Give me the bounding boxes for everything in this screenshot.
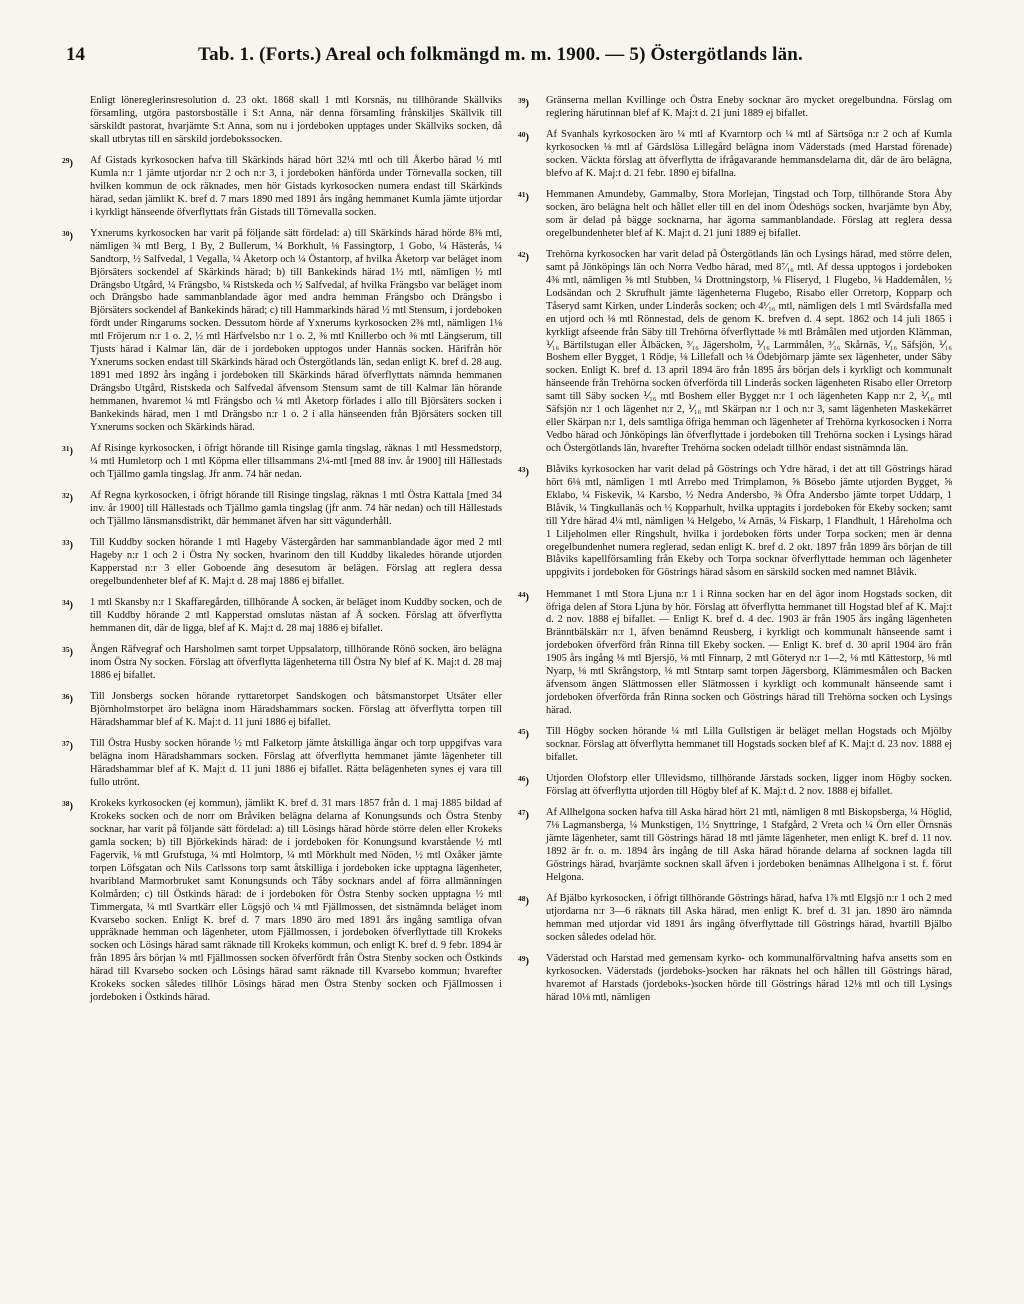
footnote-text: Till Jonsbergs socken hörande ryttaretorpet Sandskogen och båtsmanstorpet Utsäter eller Björnholmstorpet äro belägna inom Häradshammars socken. Förslag att öfverflytta torpen till Häradshammar blef af K. Maj:t d. 11 juni 1886 ej bifallet.: [90, 691, 502, 729]
footnote: [62, 798, 502, 1005]
footnote-marker: $^{38}$): [62, 799, 73, 813]
footnote: [518, 464, 952, 580]
footnote: [518, 953, 952, 1005]
footnote: [518, 893, 952, 945]
page-number: 14: [66, 44, 85, 65]
footnote-text: Af Risinge kyrkosocken, i öfrigt hörande till Risinge gamla tingslag, räknas 1 mtl Hessmedstorp, ¼ mtl Humletorp och 1 mtl Köpma eller tillsammans 2¼-mtl [med 88 inv. år 1900] till Hällestads och Tjällmo gamla tingslag. Jfr anm. 74 här nedan.: [90, 442, 502, 480]
footnote: [518, 773, 952, 799]
footnote-text: Yxnerums kyrkosocken har varit på följande sätt fördelad: a) till Skärkinds härad hörde 8⅜ mtl, nämligen ¾ mtl Berg, 1 By, 2 Bullerum, ¼ Borkhult, ⅛ Fassingtorp, 1 Gobo, ¼ Hästerås, ¼ Sandtorp, ½ Salfvedal, 1 Vegalla, ¼ Åketorp och ¼ Östantorp, af hvilka Åketorp var beläget inom Björsäters sockendel af Skärkinds härad; b) till Bankekinds härad 1½ mtl, nämligen ½ mtl Drängsbo Utgård, ¼ Frängsbo, ¼ Ristskeda och ½ Salfvedal, af hvilka Frängsbo var beläget inom och Drängsbo hade sammanblandade ägor med andra hemman Frängsbo och Drängsbo i Björsäters sockendel af Bankekinds härad; c) till Hammarkinds härad ½ mtl Stensum, i jordeboken fördt under Ringarums socken. Dessutom hörde af Yxnerums kyrkosocken 2⅜ mtl, nämligen 1⅛ mtl Fröjerum n:r 1 o. 2, ½ mtl Härfvelsbo n:r 1 o. 2, ⅜ mtl Knillerbo och ⅜ mtl Längserum, till Tjusts härad i Kalmar län, där de i jordeboken upptogos under Hannäs socken. Härifrån hör Yxnerums socken endast till Skärkinds härad och Östergötlands län, sedan enligt K. bref d. 28 aug. 1891 med 1892 års ingång i jordeboken till Skärkinds härad öfverflyttats nämnda hemmanen Drängsbo Utgård, Ristskeda och Salfvedal äfvensom Stensum samt de till Kalmar län hörande hemmanen, hvaremot ¼ mtl Frängsbo och ¼ mtl Åketorp förlades i allo till Björsäters socken i Bankekinds härad, men 1 mtl Drängsbo n:r 1 o. 2 i alla hänseenden från Björsäters socken till Yxnerums socken och Skärkinds härad.: [90, 227, 502, 433]
footnote: [518, 95, 952, 121]
footnote-marker: $^{29}$): [62, 156, 73, 170]
footnote-marker: $^{44}$): [518, 589, 529, 603]
footnote: [518, 249, 952, 456]
page-header: [66, 40, 966, 68]
footnote-marker: $^{45}$): [518, 727, 529, 741]
footnote-text: Till Högby socken hörande ¼ mtl Lilla Gullstigen är beläget mellan Hogstads och Mjölby socknar. Förslag att öfverflytta hemmanet till Hogstads socken blef af K. Maj:t d. 23 nov. 1888 ej bifallet.: [546, 726, 952, 763]
footnote-text: 1 mtl Skansby n:r 1 Skaffaregården, tillhörande Å socken, är beläget inom Kuddby socken, och de till Kuddby hörande 2 mtl Kapperstad omslutas nästan af Å socken. Förslag att öfverflytta hemmanen dit, där de ligga, blef af K. Maj:t d. 28 maj 1886 ej bifallet.: [90, 597, 502, 634]
footnote-text: Hemmanen Amundeby, Gammalby, Stora Morlejan, Tingstad och Torp, tillhörande Stora Åby socken, äro belägna helt och hållet eller till en del inom Ödeshögs socken, hvarjämte byn Åby, som är delad på bägge socknarna, har ägorna sammanblandade. Förslag att reglera dessa oregelbundenheter blef af K. Maj:t d. 21 juni 1889 ej bifallet.: [546, 189, 952, 239]
footnote-marker: $^{48}$): [518, 894, 529, 908]
footnote-marker: $^{40}$): [518, 130, 529, 144]
footnote: [518, 589, 952, 718]
page-title: Tab. 1. (Forts.) Areal och folkmängd m. m. 1900. — 5) Östergötlands län.: [198, 44, 803, 65]
footnote-text: Till Kuddby socken hörande 1 mtl Hageby Västergården har sammanblandade ägor med 2 mtl Hageby n:r 1 och 2 i Östra Ny socken, hvarinom den till Kuddby likaledes hörande utjorden Kapperstad n:r 3 eller Goboende äng desesutom är belägen. Förslag att reglera dessa oregelbundenheter blef af K. Maj:t d. 28 maj 1886 ej bifallet.: [90, 537, 502, 587]
footnote-text: Hemmanet 1 mtl Stora Ljuna n:r 1 i Rinna socken har en del ägor inom Hogstads socken, dit öfriga delen af Stora Ljuna by hör. Förslag att öfverflytta hemmanet till Hogstad blef af K. Maj:t d. 2 nov. 1888 ej bifallet. — Enligt K. bref d. 4 dec. 1903 är från 1905 års ingång lägenheten Bränntbälskärr n:r 1, äfven benämnd Reusberg, i kyrkligt och kommunalt hänseende samt i jordeboken öfverförd från Rinna till Ekeby socken. — Enligt K. bref d. 30 april 1904 äro från 1905 års ingång ⅛ mtl Bjersjö, ⅛ mtl Finnarp, 2 mtl Göteryd n:r 1—2, ⅛ mtl Kättestorp, ⅛ mtl Nyarp, ⅛ mtl Skrångstorp, ⅛ mtl Stntarp samt torpen Jägersborg, Klämmesmålen och Backen äfvensom ängen Slättmossen eller Slätmossen i kyrkligt och kommunalt hänseende samt i jordeboken öfverförda från Rinna socken och Göstrings härad till Trehörna socken och Lysings härad.: [546, 588, 952, 716]
footnote: [518, 129, 952, 181]
footnote-marker: $^{32}$): [62, 490, 73, 504]
footnote: [518, 807, 952, 884]
footnote-text: Af Gistads kyrkosocken hafva till Skärkinds härad hört 32¼ mtl och till Åkerbo härad ½ mtl Kumla n:r 1 jämte utjordar n:r 2 och n:r 3, i jordeboken hänförda under Törnevalla socken, till hvilken kommun de ock räknades, men hör Gistads kyrkosocken numera endast till Skärkinds härad, sedan jämlikt K. bref d. 7 mars 1890 med 1891 års ingång hemmanet Kumla jämte utjordar i kyrkligt hänseende öfverflyttats från Gistads till Törnevalla socken.: [90, 155, 502, 218]
footnote-text: Utjorden Olofstorp eller Ullevidsmo, tillhörande Järstads socken, ligger inom Högby socken. Förslag att öfverflytta utjorden till Högby blef af K. Maj:t d. 2 nov. 1888 ej bifallet.: [546, 773, 952, 798]
footnote-marker: $^{49}$): [518, 954, 529, 968]
footnote-marker: $^{31}$): [62, 443, 73, 457]
right-column: [518, 95, 952, 1013]
footnote-marker: $^{37}$): [62, 739, 73, 753]
footnote-text: Till Östra Husby socken hörande ½ mtl Falketorp jämte åtskilliga ängar och torp uppgifvas vara belägna inom Häradshammars socken. Förslag att öfverflytta hemmanet jämte lägenheter till Häradshammar blef af K. Maj:t d. 11 juni 1886 ej bifallet. Rätta belägenheten synes ej vara till fullo utrönt.: [90, 738, 502, 789]
footnote-marker: $^{47}$): [518, 808, 529, 822]
footnote: [62, 95, 502, 147]
footnote-marker: $^{33}$): [62, 538, 73, 552]
left-column: [62, 95, 502, 1013]
footnote-text: Af Regna kyrkosocken, i öfrigt hörande till Risinge tingslag, räknas 1 mtl Östra Kattala [med 34 inv. år 1900] till Hällestads och Tjällmo gamla tingslag (jfr anm. 74 här nedan) och till Hällestads och Tjällmo länsmansdistrikt, där hemmanet äfven har sitt vägunderhåll.: [90, 489, 502, 527]
footnote: [62, 490, 502, 529]
footnote-marker: $^{41}$): [518, 190, 529, 204]
footnote-text: Af Bjälbo kyrkosocken, i öfrigt tillhörande Göstrings härad, hafva 1⅞ mtl Elgsjö n:r 1 och 2 med utjordarna n:r 3—6 räknats till Aska härad, men enligt K. bref d. 31 jan. 1890 äro nämnda hemman med utjordar vid 1891 års ingång öfverflyttade till Göstrings härad, hvartill Bjälbo socken således odelad hör.: [546, 893, 952, 943]
footnote: [62, 443, 502, 482]
footnote: [62, 597, 502, 636]
footnote-marker: $^{35}$): [62, 645, 73, 659]
footnote-marker: $^{46}$): [518, 774, 529, 788]
footnote: [62, 738, 502, 790]
footnote: [62, 537, 502, 589]
footnote: [62, 644, 502, 683]
footnote-text: Väderstad och Harstad med gemensam kyrko- och kommunalförvaltning hafva ansetts som en kyrkosocken. Väderstads (jordeboks-)socken har räknats hel och hållen till Göstrings härad, hvaremot af Harstads (jordeboks-)socken hörde till Göstrings härad 12⅛ mtl och till Lysings härad 10⅛ mtl, nämligen: [546, 953, 952, 1003]
footnote: [62, 228, 502, 435]
footnote-marker: $^{39}$): [518, 96, 529, 109]
footnote-text: Blåviks kyrkosocken har varit delad på Göstrings och Ydre härad, i det att till Göstrings härad hört 6⅛ mtl, nämligen 1 mtl Arrebo med Trimplamon, ⅝ Bösebo jämte utjorden Bygget, ⅝ Eklabo, ¼ Fiskevik, ¼ Karsbo, ½ Nedra Andersbo, ⅜ Öfra Andersbo jämte torpet Uddarp, 1 Blåvik, ¼ Tingkullanäs och ½ Kopparhult, hvilka upptagits i jordeboken för Ekeby socken; samt till Ydre härad 4¼ mtl, nämligen ¼ Helgebo, ¼ Arnäs, ¼ Fiskarp, 1 Flandhult, 1 Håreholma och 1 Liljeholmen eller Ringshult, hvilka i jordeboken förts under Torpa socken; men är denna oregelbundenhet numera reglerad, sedan enligt K. bref d. 2 okt. 1897 från 1899 års början de till Blåviks kapellförsamling från Ekeby och Torpa socknar öfverflyttade hemman och lägenheter uppgivits i jordeboken för Göstrings härad såsom en särskild socken med namnet Blåvik.: [546, 464, 952, 579]
footnote-text: Ängen Räfvegraf och Harsholmen samt torpet Uppsalatorp, tillhörande Rönö socken, äro belägna inom Östra Ny socken. Förslag att öfverflytta lägenheterna till Östra Ny blef af K. Maj:t d. 28 maj 1886 ej bifallet.: [90, 644, 502, 681]
footnote: [62, 155, 502, 220]
footnote-text: Gränserna mellan Kvillinge och Östra Eneby socknar äro mycket oregelbundna. Förslag om reglering härutinnan blef af K. Maj:t d. 21 juni 1889 ej bifallet.: [546, 95, 952, 119]
footnote: [62, 691, 502, 730]
footnote-marker: $^{42}$): [518, 250, 529, 264]
footnote-text: Krokeks kyrkosocken (ej kommun), jämlikt K. bref d. 31 mars 1857 från d. 1 maj 1885 bildad af Krokeks socken och de norr om Bråviken belägna delarna af Konungsunds och Östra Stenby socknar, har varit på följande sätt fördelad: a) till Lösings härad hörde större delen eller Krokeks gamla socken; b) till Björkekinds härad: de i jordeboken för Konungsund kvarstående ½ mtl Fagervik, ⅛ mtl Grufstuga, ¼ mtl Holmtorp, ¼ mtl Mörkhult med Nöden, ½ mtl Oxåker jämte torpen Löfsgatan och Nils Carlssons torp samt åtskilliga i jordeboken icke upptagna lägenheter, hvaribland Marmorbruket samt Konungsunds och Tåby socknars andel af förra allmänningen Kolmården; c) till Östkinds härad: de i jordeboken för Östra Stenby socken upptagna ½ mtl Timmergata, ¼ mtl Svartkärr eller Lögsjö och ¼ mtl Fjällmossen, det sistnämnda beläget inom Kvarsebo socken. Enligt K. bref d. 7 mars 1890 äro med 1891 års ingång samtliga ofvan uppräknade hemman och lägenheter, utom Fjällmossen, i jordeboken öfverflyttade till Krokeks socken och Lösings härad samt räknade till Krokeks kommun, och enligt K. bref d. 9 febr. 1894 är från 1895 års början ¼ mtl Fjällmossen socken öfverfördt från Östra Stenby socken och Östkinds härad till Kvarsebo socken och Lösings härad samt räknade till Kvarsebo kommun; hvarefter Krokeks socken således tillhör Lösings härad men Östra Stenby socken och Fjällmossen i jordeboken i Östkinds härad.: [90, 798, 502, 1003]
footnote-marker: $^{36}$): [62, 692, 73, 706]
footnote-marker: $^{34}$): [62, 598, 73, 612]
footnote-text: Trehörna kyrkosocken har varit delad på Östergötlands län och Lysings härad, med större delen, samt på Jönköpings län och Norra Vedbo härad, med 8⁷⁄₁₆ mtl. Af dessa upptogos i jordeboken 4⅜ mtl, nämligen ⅝ mtl Stubben, ¼ Drottningstorp, ⅛ Fliseryd, 1 Flugebo, ⅛ Haddemålen, ½ Lodsändan och 2 Skrufhult jämte lägenheterna Flugebo, Risabo eller Orretorp, Kopparp och Tåseryd samt Kirken, under Linderås socken; och 4¹⁄₁₆ mtl, nämligen dels 1 mtl Svärdsfalla med en utjord och ⅛ mtl Rönnestad, dels de genom K. brefven d. 4 sept. 1862 och 14 juli 1865 i kyrkligt afseende från Säby till Trehörna öfverflyttade ⅛ mtl Bråmålen med utjorden Klämman, ⅟₁₆ Bärtilstugan eller Älbäcken, ³⁄₁₆ Jägersholm, ⅟₁₆ Larmmålen, ³⁄₁₆ Skårnäs, ⅟₁₆ Säfsjön, ⅟₁₆ Boshem eller Bygget, 1 Rödje, ⅛ Lillefall och ⅛ Ödebjörnarp jämte sex lägenheter, under Säby socken. Enligt K. bref d. 13 april 1894 äro från 1895 års början dels i kyrkligt och kommunalt hänseende från Trehörna socken öfverförda till Linderås socken lägenheten Risabo eller Orretorp samt till Säby socken ⅟₁₆ mtl Boshem eller Bygget n:r 1 och lägenheten Kapp n:r 2, ⅟₁₆ mtl Säfsjön n:r 1 och lägenhet n:r 2, ⅟₁₆ mtl Skärpan n:r 1 och n:r 3, samt lägenheten Maskekärret eller Skärpan n:r 1, dels samtliga öfriga hemman och lägenheter af Trehörna kyrkosocken i Norra Vedbo härad och Jönköpings län öfverflyttade i jordeboken till Trehörna socken i Lysings härad och Östergötlands län, hvarefter Trehörna socken odeladt tillhör endast sistnämnda län.: [546, 249, 952, 454]
footnote: [518, 189, 952, 241]
footnote-marker: $^{43}$): [518, 465, 529, 479]
footnote-text: Enligt lönereglerinsresolution d. 23 okt. 1868 skall 1 mtl Korsnäs, nu tillhörande Skällviks församling, utgöra pastorsboställe i S:t Anna, när denna församling frånskiljes Skällvik till särskildt pastorat, hvarjämte S:t Anna, som nu i jordeboken upptages under Skällviks socken, då skall utbrytas till en särskild jordebokssocken.: [90, 95, 502, 145]
footnote: [518, 726, 952, 765]
footnote-text: Af Allhelgona socken hafva till Aska härad hört 21 mtl, nämligen 8 mtl Biskopsberga, ¼ Höglid, 7⅛ Lagmansberga, ¼ Munkstigen, 1½ Snyttringe, 1 Stafgård, 2 Vreta och ¼ Örn eller Örnsnäs jämte lägenheter, samt till Göstrings härad 18 mtl jämte lägenheter, men enligt K. bref d. 11 nov. 1892 är fr. o. m. 1894 års ingång de till Aska härad hörande delarna af socknen lagda till Göstrings härad, hvarjämte socknen skall äfven i jordeboken benämnas Allhelgona i st. f. förut Helgona.: [546, 807, 952, 883]
footnote-text: Af Svanhals kyrkosocken äro ¼ mtl af Kvarntorp och ¼ mtl af Särtsöga n:r 2 och af Kumla kyrkosocken ⅛ mtl af Gärdslösa Lillegård belägna inom Väderstads (med Harstad förenade) socken. Väckta förslag att öfverflytta de ifrågavarande hemmansdelarna dit, där de äro belägna, blefvo af K. Maj:t d. 21 febr. 1890 ej bifallna.: [546, 129, 952, 179]
footnote-marker: $^{30}$): [62, 228, 73, 242]
